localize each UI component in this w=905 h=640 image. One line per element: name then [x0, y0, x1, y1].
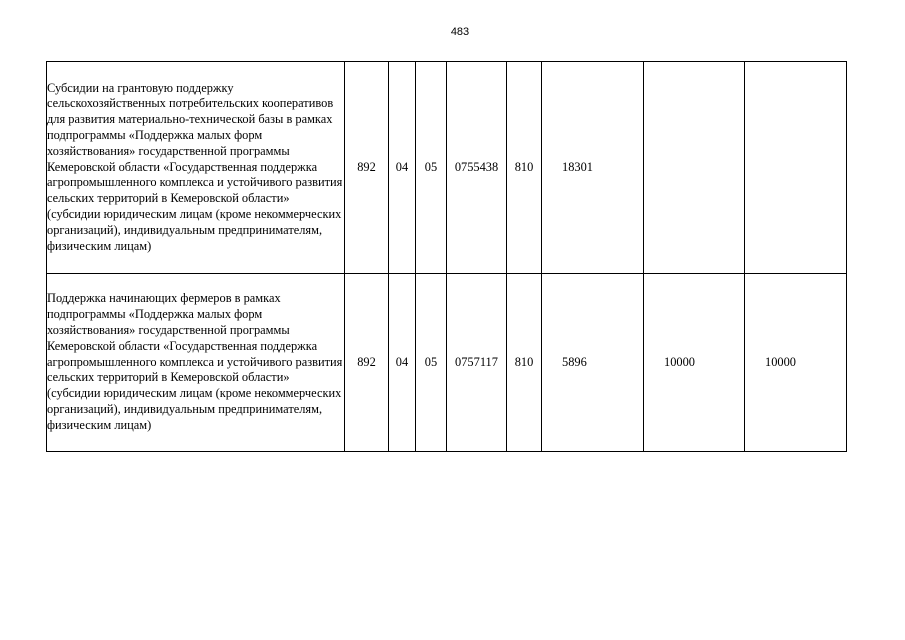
subsection-code: 05: [416, 274, 447, 452]
page-number: 483: [450, 26, 470, 38]
amount-year-1: 5896: [542, 274, 644, 452]
table-row: [47, 62, 847, 274]
table-row: [47, 274, 847, 452]
amount-year-3: [745, 62, 847, 274]
target-article-code: 0755438: [447, 62, 507, 274]
row-description: Субсидии на грантовую поддержку сельскохозяйственных потребительских кооперативов для развития материально-технической базы в рамках подпрограммы «Поддержка малых форм хозяйствования» государственной программы Кемеровской области «Государственная поддержка агропромышленного комплекса и устойчивого развития сельских территорий в Кемеровской области» (субсидии юридическим лицам (кроме некоммерческих организаций), индивидуальным предпринимателям, физическим лицам): [47, 62, 345, 274]
amount-year-3: 10000: [745, 274, 847, 452]
amount-year-2: [644, 62, 745, 274]
section-code: 04: [389, 62, 416, 274]
department-code: 892: [345, 274, 389, 452]
section-code: 04: [389, 274, 416, 452]
expense-type-code: 810: [507, 274, 542, 452]
expense-type-code: 810: [507, 62, 542, 274]
amount-year-2: 10000: [644, 274, 745, 452]
row-description: Поддержка начинающих фермеров в рамках подпрограммы «Поддержка малых форм хозяйствования» государственной программы Кемеровской области «Государственная поддержка агропромышленного комплекса и устойчивого развития сельских территорий в Кемеровской области» (субсидии юридическим лицам (кроме некоммерческих организаций), индивидуальным предпринимателям, физическим лицам): [47, 274, 345, 452]
target-article-code: 0757117: [447, 274, 507, 452]
subsection-code: 05: [416, 62, 447, 274]
budget-table: [46, 61, 847, 452]
department-code: 892: [345, 62, 389, 274]
amount-year-1: 18301: [542, 62, 644, 274]
